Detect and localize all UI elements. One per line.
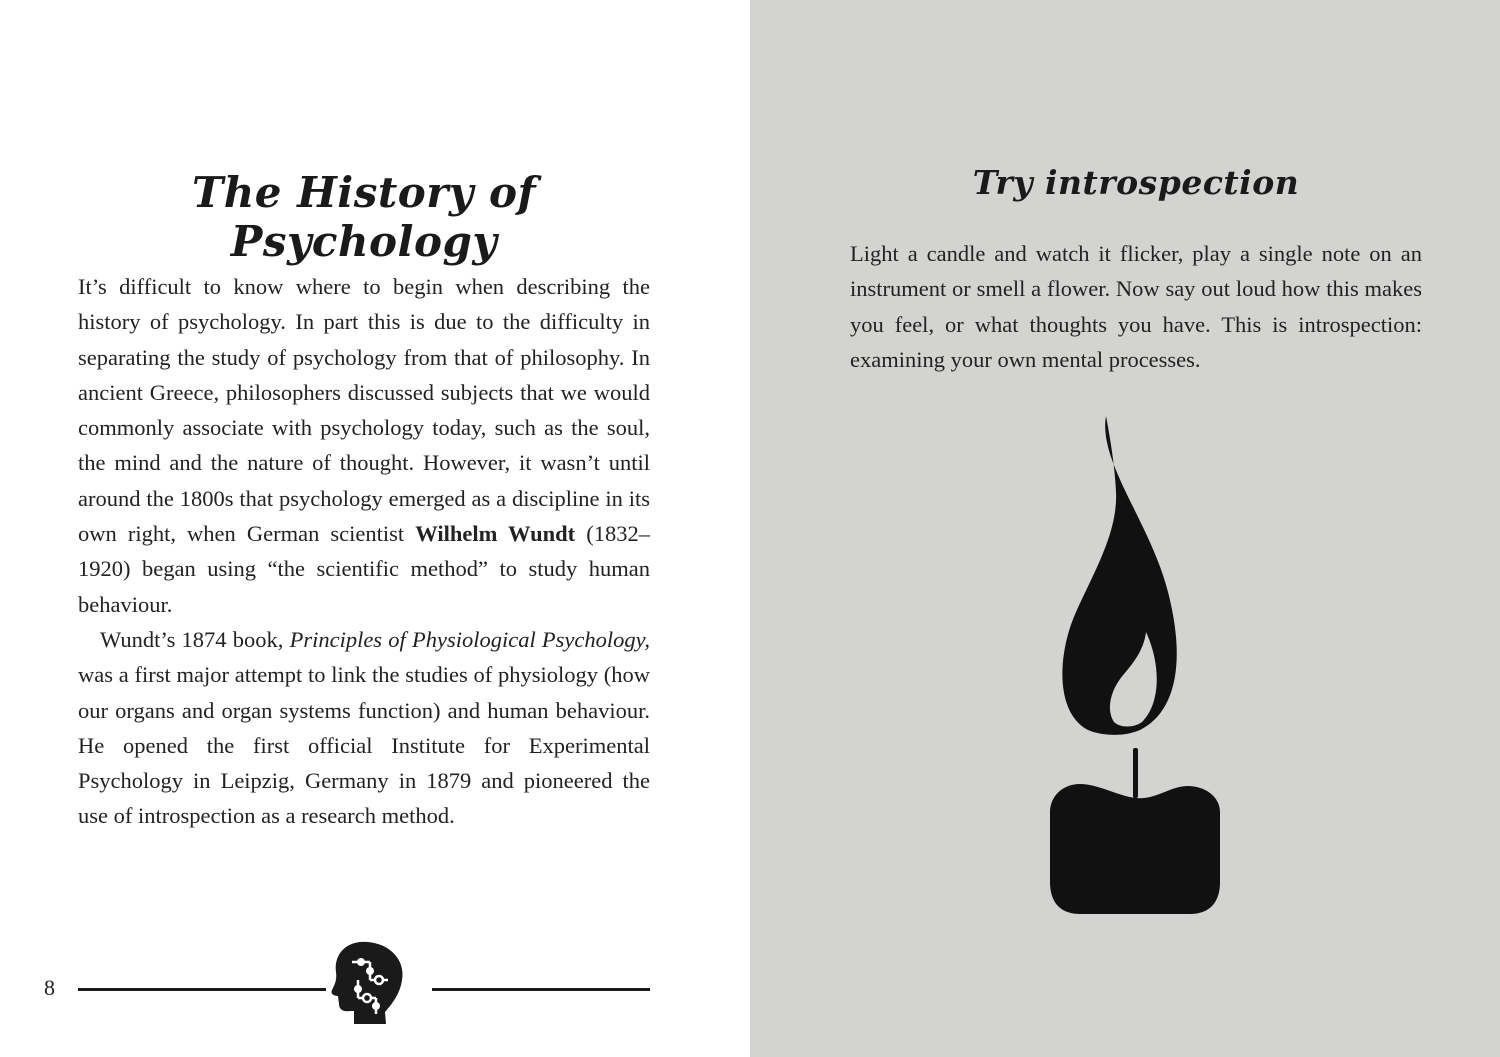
left-body-text <box>78 269 650 834</box>
paragraph-2 <box>78 622 650 834</box>
activity-title: Try introspection <box>972 163 1300 202</box>
wundt-name: Wilhelm Wundt <box>415 521 576 547</box>
paragraph-1 <box>78 269 650 622</box>
puzzle-head-icon <box>330 940 410 1025</box>
book-title: Principles of Physiological Psychology, <box>289 626 650 652</box>
paragraph-2-part-1: Wundt’s 1874 book, <box>100 626 290 652</box>
page-number: 8 <box>44 975 55 1000</box>
chapter-title: The History of Psychology <box>191 168 537 266</box>
footer-rule-right <box>432 988 650 991</box>
activity-body-text: Light a candle and watch it flicker, play a single note on an instrument or smell a flower. Now say out loud how this makes you feel, or what thoughts you have. This is introspection: examining your own mental processes. <box>850 241 1422 372</box>
paragraph-1-part-2: (1832–1920) began using “the scientific method” to study human behaviour. <box>78 521 651 617</box>
paragraph-1-part-1: It’s difficult to know where to begin when describing the history of psychology. In part this is due to the difficulty in separating the study of psychology from that of philosophy. In ancient Greece, philosophers discussed subjects that we would commonly associate with psychology today, such as the soul, the mind and the nature of thought. However, it wasn’t until around the 1800s that psychology emerged as a discipline in its own right, when German scientist <box>78 274 650 547</box>
footer-rule-left <box>78 988 326 991</box>
paragraph-2-part-2: was a first major attempt to link the studies of physiology (how our organs and organ systems function) and human behaviour. He opened the first official Institute for Experimental Psychology in Leipzig, Germany in 1879 and pioneered the use of introspection as a research method. <box>78 662 650 829</box>
candle-icon <box>1040 412 1230 917</box>
